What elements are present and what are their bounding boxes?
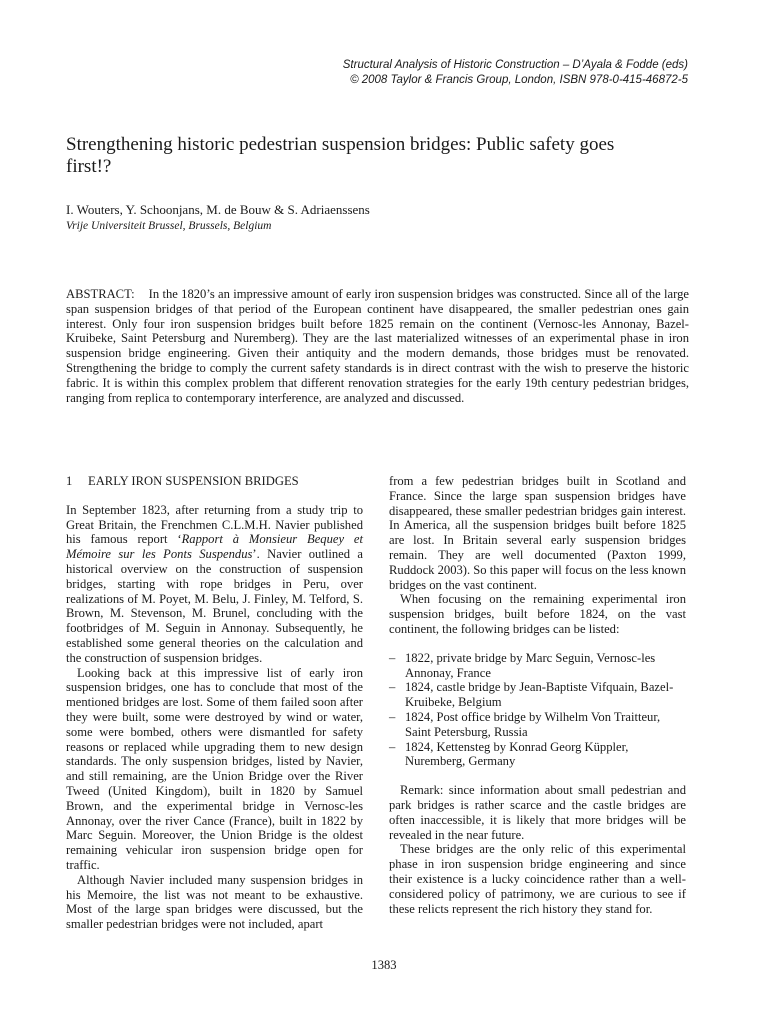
header-copyright: © 2008 Taylor & Francis Group, London, ISBN 978-0-415-46872-5 — [350, 74, 688, 86]
abstract-text: In the 1820’s an impressive amount of early iron suspension bridges was constructed. Since all of the large span suspension bridges of that period of the European continent have disappeared, the smaller pedestrian ones gain interest. Only four iron suspension bridges built before 1825 remain on the continent (Vernosc-les Annonay, Bazel-Kruibeke, Saint Petersburg and Nuremberg). They are the last materialized witnesses of an experimental phase in iron suspension bridge engineering. Given their antiquity and the modern demands, those bridges must be renovated. Strengthening the bridge to comply the current safety standards is in direct contrast with the wish to preserve the historic fabric. It is within this complex problem that different renovation strategies for the early 19th century pedestrian bridges, ranging from replica to contemporary interference, are analyzed and discussed. — [66, 287, 689, 405]
abstract — [66, 287, 689, 405]
list-item: – 1824, Post office bridge by Wilhelm Von Traitteur, Saint Petersburg, Russia — [389, 710, 686, 740]
page-number: 1383 — [371, 958, 397, 972]
paper-title: Strengthening historic pedestrian suspension bridges: Public safety goes first!? — [66, 134, 615, 177]
section-title: EARLY IRON SUSPENSION BRIDGES — [88, 474, 299, 488]
paragraph — [66, 503, 363, 666]
paragraph: These bridges are the only relic of this experimental phase in iron suspension bridge engineering and since their existence is a lucky coincidence rather than a well-considered policy of patrimony, we are curious to see if these relicts represent the rich history they stand for. — [389, 842, 686, 916]
paragraph: from a few pedestrian bridges built in Scotland and France. Since the large span suspension bridges have disappeared, these smaller pedestrian bridges gain interest. In America, all the suspension bridges built before 1825 are lost. In Britain several early suspension bridges remain. They are well documented (Paxton 1999, Ruddock 2003). So this paper will focus on the less known bridges on the vast continent. — [389, 474, 686, 592]
affiliation: Vrije Universiteit Brussel, Brussels, Belgium — [66, 220, 272, 232]
author-list: I. Wouters, Y. Schoonjans, M. de Bouw & S. Adriaenssens — [66, 202, 370, 217]
paragraph-text: ’. Navier outlined a historical overview on the construction of suspension bridges, starting with rope bridges in Peru, over realizations of M. Poyet, M. Belu, J. Finley, M. Telford, S. Brown, M. Stevenson, M. Brunel, concluding with the footbridges of M. Seguin in Annonay. Subsequently, he established some general theories on the calculation and the construction of suspension bridges. — [66, 547, 363, 665]
paragraph: Remark: since information about small pedestrian and park bridges is rather scarce and the castle bridges are often inaccessible, it is likely that more bridges will be revealed in the near future. — [389, 783, 686, 842]
right-column — [389, 474, 686, 916]
list-item: – 1824, Kettensteg by Konrad Georg Küppler, Nuremberg, Germany — [389, 740, 686, 770]
list-item: – 1824, castle bridge by Jean-Baptiste Vifquain, Bazel-Kruibeke, Belgium — [389, 680, 686, 710]
paragraph: Although Navier included many suspension bridges in his Memoire, the list was not meant to be exhaustive. Most of the large span bridges were discussed, but the smaller pedestrian bridges were not included, apart — [66, 872, 363, 932]
paragraph: When focusing on the remaining experimental iron suspension bridges, built before 1824, on the vast continent, the following bridges can be listed: — [389, 592, 686, 636]
bridge-list — [389, 651, 686, 769]
paragraph-text: In September 1823, after returning from a study trip to Great Britain, the Frenchmen C.L.M.H. Navier published his famous report ‘ — [66, 502, 363, 547]
section-number: 1 — [66, 474, 73, 488]
list-item: – 1822, private bridge by Marc Seguin, Vernosc-les Annonay, France — [389, 651, 686, 681]
left-column — [66, 474, 363, 932]
report-title: Rapport à Monsieur Bequey et Mémoire sur les Ponts Suspendus — [66, 532, 363, 562]
paragraph: Looking back at this impressive list of early iron suspension bridges, one has to conclude that most of the mentioned bridges are lost. Some of them failed soon after they were built, some were destroyed by wind or water, some were bombed, others were dismantled for safety reasons or replaced while upgrading them to new design standards. The only suspension bridges, listed by Navier, and still remaining, are the Union Bridge over the River Tweed (United Kingdom), built in 1820 by Samuel Brown, and the experimental bridge in Vernosc-les Annonay, over the river Cance (France), built in 1822 by Marc Seguin. Moreover, the Union Bridge is the oldest remaining vehicular iron suspension bridge open for traffic. — [66, 665, 363, 872]
section-heading — [66, 474, 363, 489]
running-header — [343, 58, 688, 88]
abstract-label: ABSTRACT: — [66, 287, 135, 301]
header-book-title: Structural Analysis of Historic Construction – D’Ayala & Fodde (eds) — [342, 59, 688, 71]
